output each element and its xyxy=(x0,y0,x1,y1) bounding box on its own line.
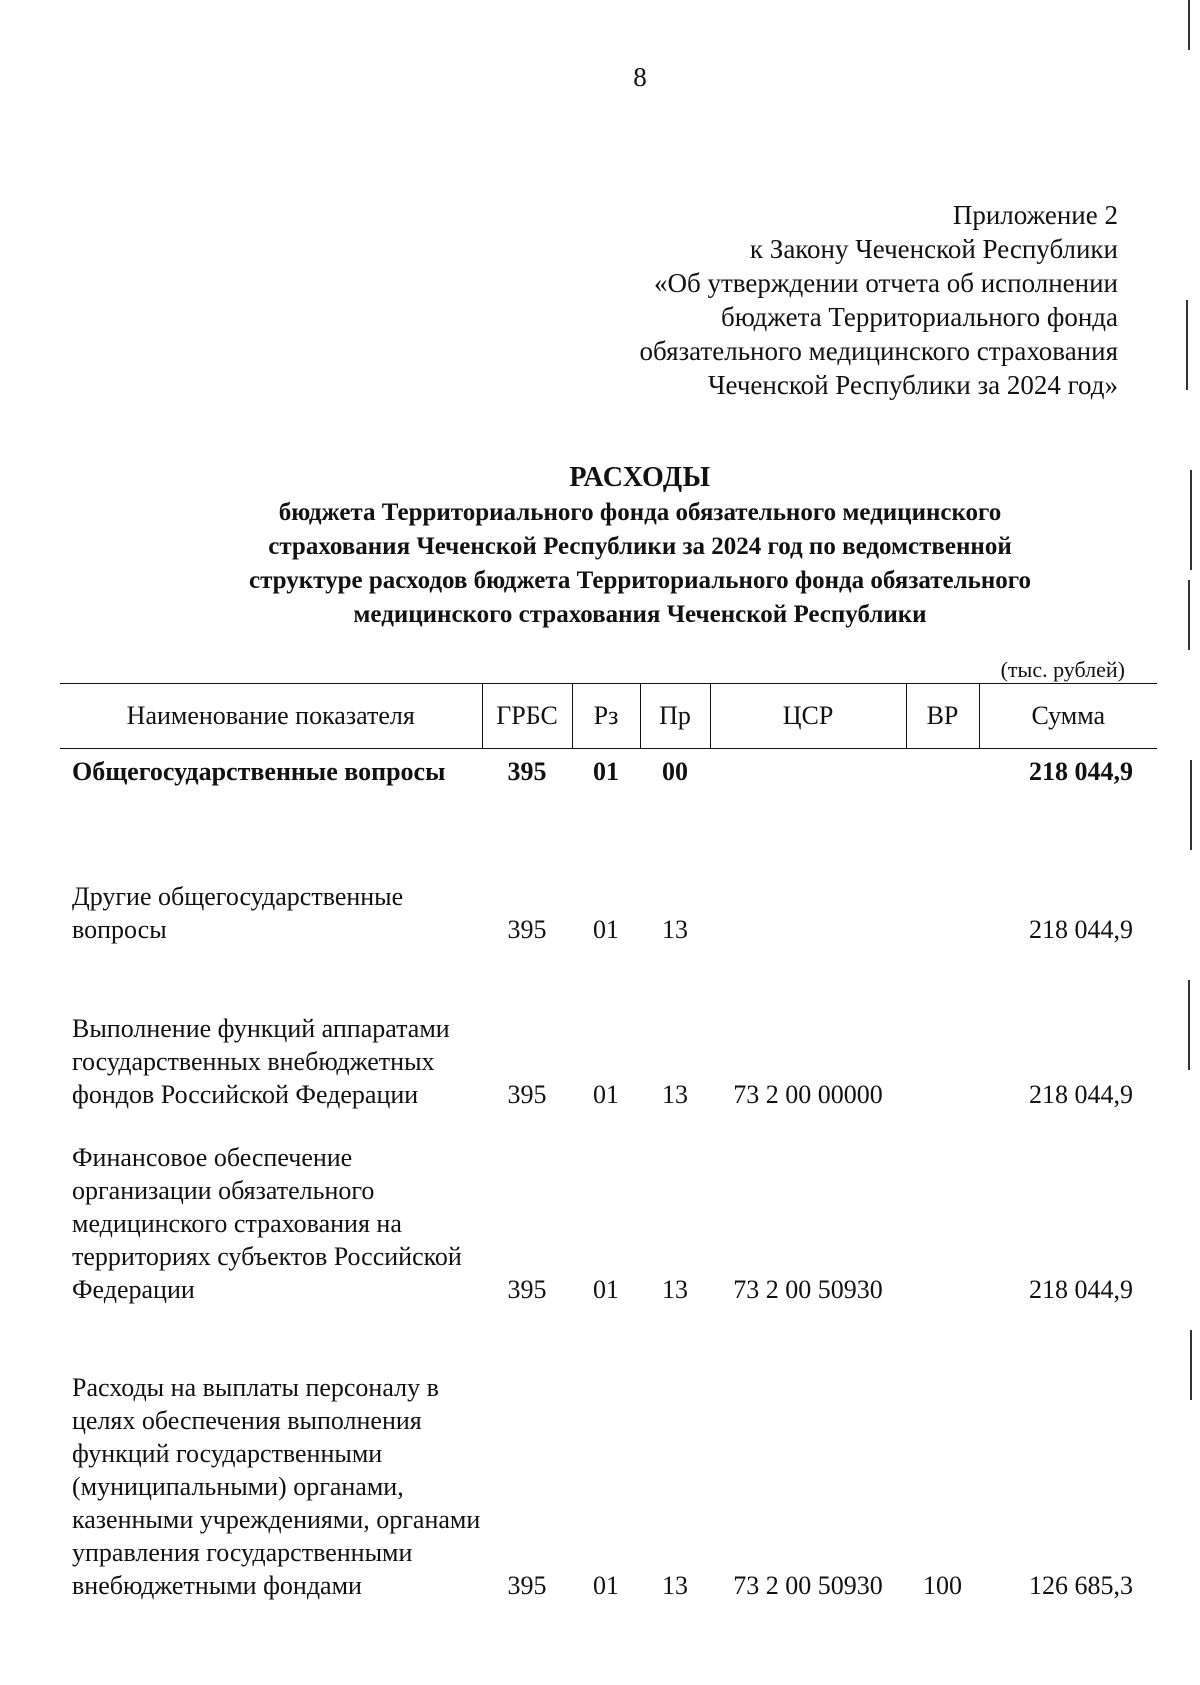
cell-name: Другие общегосударственные вопросы xyxy=(72,882,404,944)
cell-csr xyxy=(710,821,906,946)
appendix-line: к Закону Чеченской Республики xyxy=(749,234,1118,264)
cell-name: Расходы на выплаты персоналу в целях обеспечения выполнения функций государственными (муниципальными) органами, казенными учреждениями, органами управления государственными внебюджетными фондами xyxy=(72,1373,481,1600)
cell-sum: 218 044,9 xyxy=(1029,915,1133,944)
header-vr: ВР xyxy=(906,684,979,749)
cell-vr xyxy=(906,749,979,822)
scan-mark xyxy=(1188,0,1190,50)
cell-sum: 218 044,9 xyxy=(1029,1275,1133,1304)
cell-csr: 73 2 00 50930 xyxy=(733,1275,883,1304)
table-row xyxy=(60,1111,1157,1306)
scan-mark xyxy=(1190,760,1192,850)
cell-name: Общегосударственные вопросы xyxy=(72,757,446,786)
cell-sum: 126 685,3 xyxy=(1029,1571,1133,1600)
table-row xyxy=(60,1306,1157,1602)
cell-name: Финансовое обеспечение организации обязательного медицинского страхования на территориях субъектов Российской Федерации xyxy=(72,1143,462,1304)
scan-mark xyxy=(1188,580,1190,650)
page-number: 8 xyxy=(633,62,647,92)
title-sub-line: медицинского страхования Чеченской Республики xyxy=(353,601,927,628)
cell-sum: 218 044,9 xyxy=(1029,757,1133,786)
cell-csr: 73 2 00 00000 xyxy=(733,1080,883,1109)
cell-rz: 01 xyxy=(593,1080,619,1109)
cell-pr: 00 xyxy=(662,757,688,786)
header-csr: ЦСР xyxy=(710,684,906,749)
appendix-line: обязательного медицинского страхования xyxy=(639,336,1118,366)
title-sub-line: структуре расходов бюджета Территориального фонда обязательного xyxy=(249,567,1031,594)
cell-rz: 01 xyxy=(593,757,619,786)
cell-vr: 100 xyxy=(923,1571,962,1600)
title-sub-line: бюджета Территориального фонда обязательного медицинского xyxy=(278,499,1002,526)
cell-pr: 13 xyxy=(662,1571,688,1600)
table-header-row xyxy=(60,684,1157,749)
cell-grbs: 395 xyxy=(507,1275,547,1304)
header-sum: Сумма xyxy=(979,684,1157,749)
cell-grbs: 395 xyxy=(507,757,547,786)
cell-vr xyxy=(906,821,979,946)
cell-grbs: 395 xyxy=(507,1571,547,1600)
cell-rz: 01 xyxy=(593,915,619,944)
appendix-line: Приложение 2 xyxy=(952,200,1118,230)
appendix-header xyxy=(640,198,1119,402)
cell-csr: 73 2 00 50930 xyxy=(733,1571,883,1600)
scan-mark xyxy=(1188,980,1190,1070)
cell-pr: 13 xyxy=(662,915,688,944)
header-pr: Пр xyxy=(640,684,710,749)
appendix-line: «Об утверждении отчета об исполнении xyxy=(654,268,1118,298)
title-main: РАСХОДЫ xyxy=(569,462,711,493)
scan-mark xyxy=(1190,470,1192,570)
cell-pr: 13 xyxy=(662,1080,688,1109)
expenses-table xyxy=(60,683,1157,1602)
cell-csr xyxy=(710,749,906,822)
document-title xyxy=(0,460,1200,632)
table-row xyxy=(60,946,1157,1111)
cell-vr xyxy=(906,946,979,1111)
cell-vr xyxy=(906,1111,979,1306)
scan-mark xyxy=(1190,1330,1192,1400)
cell-grbs: 395 xyxy=(507,1080,547,1109)
header-grbs: ГРБС xyxy=(482,684,572,749)
header-rz: Рз xyxy=(572,684,640,749)
appendix-line: Чеченской Республики за 2024 год» xyxy=(707,370,1118,400)
units-label: (тыс. рублей) xyxy=(1000,657,1125,682)
cell-sum: 218 044,9 xyxy=(1029,1080,1133,1109)
appendix-line: бюджета Территориального фонда xyxy=(721,302,1118,332)
cell-grbs: 395 xyxy=(507,915,547,944)
table-row xyxy=(60,821,1157,946)
scan-mark xyxy=(1186,300,1188,390)
cell-name: Выполнение функций аппаратами государственных внебюджетных фондов Российской Федерации xyxy=(72,1014,450,1109)
header-name: Наименование показателя xyxy=(60,684,482,749)
title-sub-line: страхования Чеченской Республики за 2024 год по ведомственной xyxy=(268,533,1012,560)
cell-rz: 01 xyxy=(593,1275,619,1304)
table-row xyxy=(60,749,1157,822)
cell-pr: 13 xyxy=(662,1275,688,1304)
cell-rz: 01 xyxy=(593,1571,619,1600)
